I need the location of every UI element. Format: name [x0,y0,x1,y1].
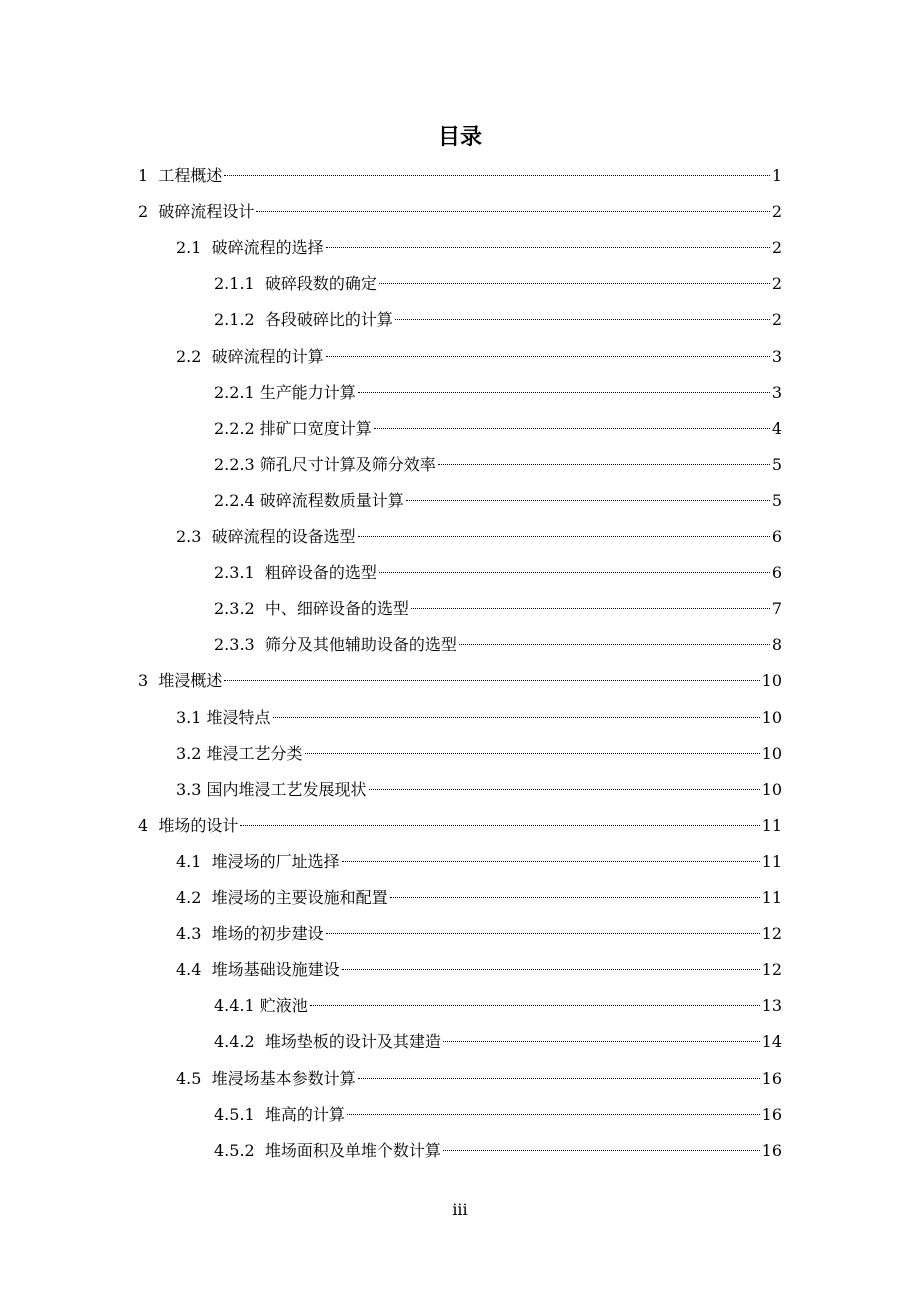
toc-dot-leader [305,753,760,754]
toc-entry-label: 粗碎设备的选型 [264,563,377,583]
toc-entry-number: 4 [138,815,159,835]
toc-entry-page: 2 [771,202,782,222]
toc-entry[interactable] [214,306,782,334]
toc-entry-label: 工程概述 [158,166,223,185]
page-title: 目录 [437,124,482,150]
toc-entry-number: 2 [138,202,159,222]
toc-entry-label: 破碎流程数质量计算 [259,490,404,510]
toc-entry-number: 2.2.3 [214,454,260,474]
toc-entry-label: 堆浸特点 [206,707,271,727]
toc-entry-number: 3.2 [176,743,207,763]
toc-entry-page: 4 [771,418,782,438]
toc-entry[interactable] [214,1028,782,1056]
toc-entry-number: 2.3.3 [214,635,265,655]
toc-entry-number: 3 [138,671,159,691]
toc-entry[interactable] [138,198,782,226]
toc-dot-leader [358,392,770,393]
toc-entry[interactable] [176,1065,782,1093]
toc-entry-page: 6 [771,527,782,546]
toc-entry-number: 4.4.1 [214,996,260,1016]
toc-entry[interactable] [214,595,782,623]
toc-entry-page: 10 [761,743,782,763]
toc-entry-number: 4.3 [176,924,212,944]
toc-entry-page: 5 [771,490,782,510]
toc-entry-label: 堆场的初步建设 [211,924,324,944]
toc-entry-page: 3 [771,382,782,402]
toc-dot-leader [379,572,770,573]
toc-entry-number: 2.3 [176,527,212,546]
toc-entry-number: 2.2 [176,346,212,366]
toc-entry-page: 2 [771,274,782,294]
toc-entry-label: 堆浸场的厂址选择 [211,851,340,871]
toc-entry-number: 4.5 [176,1068,212,1088]
toc-dot-leader [358,536,770,537]
toc-dot-leader [379,283,770,284]
toc-dot-leader [443,1150,760,1151]
toc-dot-leader [224,680,759,681]
toc-entry-number: 1 [138,166,159,185]
toc-entry-page: 8 [771,635,782,655]
toc-entry-label: 破碎段数的确定 [264,274,377,294]
toc-dot-leader [438,464,770,465]
toc-dot-leader [411,608,770,609]
toc-entry-label: 堆浸场基本参数计算 [211,1068,356,1088]
toc-entry[interactable] [214,451,782,479]
toc-entry-label: 堆浸场的主要设施和配置 [211,888,388,907]
toc-dot-leader [406,500,770,501]
toc-dot-leader [326,933,760,934]
toc-entry-label: 排矿口宽度计算 [259,418,372,438]
toc-dot-leader [347,1114,760,1115]
toc-dot-leader [459,644,770,645]
toc-entry-page: 5 [771,454,782,474]
toc-entry-page: 16 [761,1068,782,1088]
toc-entry[interactable] [176,523,782,551]
toc-entry-page: 2 [771,310,782,330]
toc-entry[interactable] [176,920,782,948]
toc-entry-page: 3 [771,346,782,366]
toc-entry-number: 2.2.1 [214,382,260,402]
toc-entry-number: 2.1.2 [214,310,265,330]
toc-entry-label: 中、细碎设备的选型 [264,599,409,619]
toc-entry[interactable] [138,812,782,840]
toc-entry-page: 12 [761,924,782,944]
toc-entry-page: 13 [761,996,782,1016]
toc-entry-page: 2 [771,238,782,258]
toc-entry-number: 4.5.2 [214,1140,265,1160]
toc-entry-number: 2.1.1 [214,274,265,294]
toc-entry-label: 堆高的计算 [264,1104,345,1124]
toc-entry[interactable] [214,415,782,443]
toc-entry[interactable] [176,776,782,804]
toc-dot-leader [342,969,760,970]
toc-entry-number: 2.3.1 [214,563,265,583]
toc-dot-leader [390,897,760,898]
toc-entry[interactable] [138,667,782,695]
toc-entry-page: 11 [761,888,782,907]
toc-dot-leader [310,1005,760,1006]
toc-entry-number: 4.4.2 [214,1032,265,1052]
toc-entry[interactable] [214,1101,782,1129]
toc-entry-label: 堆场基础设施建设 [211,960,340,980]
toc-entry-label: 堆场面积及单堆个数计算 [264,1140,441,1160]
toc-entry-label: 筛孔尺寸计算及筛分效率 [259,454,436,474]
toc-entry[interactable] [214,270,782,298]
toc-entry[interactable] [176,848,782,876]
toc-dot-leader [240,825,759,826]
toc-entry-page: 12 [761,960,782,980]
toc-entry-number: 4.2 [176,888,212,907]
toc-entry-label: 堆场的设计 [158,815,239,835]
toc-entry[interactable] [214,1137,782,1165]
toc-entry[interactable] [176,343,782,371]
toc-entry-number: 4.1 [176,851,212,871]
toc-entry-page: 16 [761,1140,782,1160]
toc-entry[interactable] [176,956,782,984]
toc-entry-page: 10 [761,779,782,799]
toc-entry[interactable] [214,379,782,407]
toc-entry-label: 堆浸概述 [158,671,223,691]
toc-entry-page: 11 [761,851,782,871]
toc-dot-leader [342,861,760,862]
toc-entry-page: 7 [771,599,782,619]
toc-entry-page: 14 [761,1032,782,1052]
page-number: iii [452,1200,468,1219]
toc-entry[interactable] [138,162,782,190]
toc-entry-page: 6 [771,563,782,583]
toc-dot-leader [326,356,770,357]
toc-entry-number: 4.4 [176,960,212,980]
toc-entry[interactable] [214,487,782,515]
toc-entry-page: 11 [761,815,782,835]
toc-entry-label: 生产能力计算 [259,382,356,402]
toc-entry[interactable] [214,631,782,659]
toc-entry-label: 破碎流程设计 [158,202,255,222]
toc-entry-number: 3.1 [176,707,207,727]
toc-dot-leader [358,1078,760,1079]
toc-entry-label: 破碎流程的设备选型 [211,527,356,546]
toc-entry-label: 国内堆浸工艺发展现状 [206,779,367,799]
toc-entry-number: 2.2.2 [214,418,260,438]
toc-entry-number: 2.2.4 [214,490,260,510]
toc-entry-label: 堆场垫板的设计及其建造 [264,1032,441,1052]
toc-dot-leader [369,789,760,790]
toc-dot-leader [326,247,770,248]
toc-entry[interactable] [176,234,782,262]
toc-entry-label: 各段破碎比的计算 [264,310,393,330]
toc-entry-number: 3.3 [176,779,207,799]
toc-dot-leader [395,319,770,320]
toc-dot-leader [443,1041,760,1042]
toc-dot-leader [256,211,769,212]
toc-entry-number: 4.5.1 [214,1104,265,1124]
toc-entry-page: 10 [761,671,782,691]
toc-entry-number: 2.1 [176,238,212,258]
toc-dot-leader [224,175,769,176]
toc-entry[interactable] [176,740,782,768]
toc-entry-number: 2.3.2 [214,599,265,619]
toc-entry-label: 贮液池 [259,996,308,1016]
toc-entry[interactable] [214,992,782,1020]
toc-dot-leader [374,428,770,429]
toc-entry-page: 10 [761,707,782,727]
toc-entry-label: 筛分及其他辅助设备的选型 [264,635,457,655]
toc-entry-label: 破碎流程的计算 [211,346,324,366]
toc-dot-leader [273,717,760,718]
toc-entry[interactable] [176,704,782,732]
toc-entry-page: 1 [771,166,782,185]
toc-entry-label: 堆浸工艺分类 [206,743,303,763]
toc-entry-label: 破碎流程的选择 [211,238,324,258]
toc-entry-page: 16 [761,1104,782,1124]
toc-entry[interactable] [176,884,782,912]
toc-entry[interactable] [214,559,782,587]
